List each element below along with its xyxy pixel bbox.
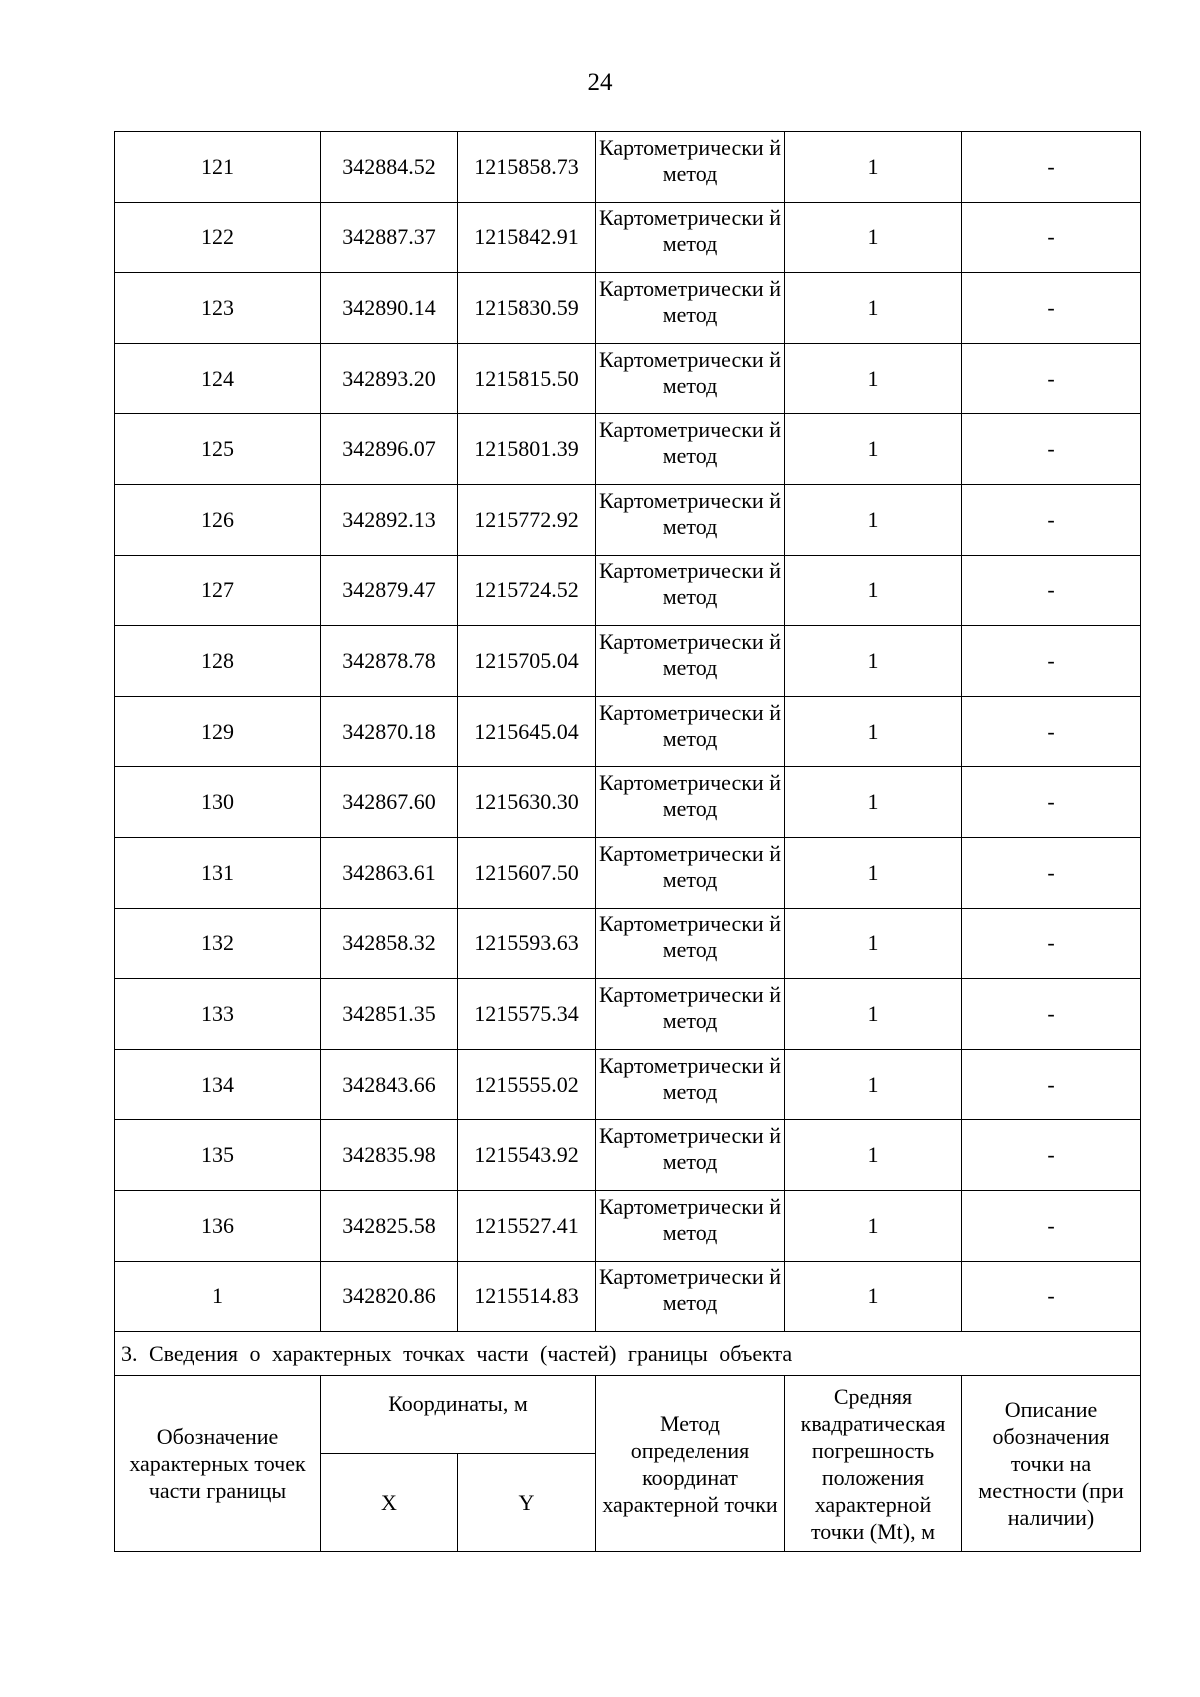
cell-mt: 1 bbox=[785, 1190, 962, 1261]
cell-method: Картометрически й метод bbox=[596, 1120, 785, 1191]
cell-mt: 1 bbox=[785, 132, 962, 203]
header-x: X bbox=[321, 1454, 458, 1552]
cell-point: 136 bbox=[115, 1190, 321, 1261]
cell-mt: 1 bbox=[785, 908, 962, 979]
cell-mt: 1 bbox=[785, 1049, 962, 1120]
cell-y: 1215575.34 bbox=[458, 979, 596, 1050]
table-row bbox=[115, 696, 1141, 767]
points-table-body bbox=[115, 132, 1141, 1332]
cell-y: 1215514.83 bbox=[458, 1261, 596, 1332]
table-row bbox=[115, 414, 1141, 485]
cell-x: 342858.32 bbox=[321, 908, 458, 979]
cell-mt: 1 bbox=[785, 202, 962, 273]
cell-mt: 1 bbox=[785, 837, 962, 908]
page-number: 24 bbox=[587, 69, 613, 96]
cell-method: Картометрически й метод bbox=[596, 696, 785, 767]
cell-method: Картометрически й метод bbox=[596, 837, 785, 908]
cell-method: Картометрически й метод bbox=[596, 343, 785, 414]
cell-description: - bbox=[962, 1190, 1141, 1261]
cell-y: 1215555.02 bbox=[458, 1049, 596, 1120]
section-3-header-row bbox=[115, 1376, 1141, 1454]
cell-method: Картометрически й метод bbox=[596, 1190, 785, 1261]
cell-point: 123 bbox=[115, 273, 321, 344]
cell-point: 132 bbox=[115, 908, 321, 979]
cell-y: 1215527.41 bbox=[458, 1190, 596, 1261]
cell-description: - bbox=[962, 837, 1141, 908]
cell-method: Картометрически й метод bbox=[596, 1049, 785, 1120]
cell-y: 1215543.92 bbox=[458, 1120, 596, 1191]
cell-description: - bbox=[962, 767, 1141, 838]
cell-mt: 1 bbox=[785, 484, 962, 555]
table-row bbox=[115, 837, 1141, 908]
cell-point: 124 bbox=[115, 343, 321, 414]
table-row bbox=[115, 484, 1141, 555]
cell-mt: 1 bbox=[785, 555, 962, 626]
cell-description: - bbox=[962, 484, 1141, 555]
table-row bbox=[115, 343, 1141, 414]
cell-mt: 1 bbox=[785, 696, 962, 767]
table-row bbox=[115, 908, 1141, 979]
cell-mt: 1 bbox=[785, 1120, 962, 1191]
cell-method: Картометрически й метод bbox=[596, 908, 785, 979]
cell-point: 135 bbox=[115, 1120, 321, 1191]
header-method: Метод определения координат характерной точки bbox=[596, 1376, 785, 1552]
header-coordinates: Координаты, м bbox=[321, 1376, 596, 1454]
cell-description: - bbox=[962, 202, 1141, 273]
cell-method: Картометрически й метод bbox=[596, 202, 785, 273]
cell-mt: 1 bbox=[785, 767, 962, 838]
cell-x: 342851.35 bbox=[321, 979, 458, 1050]
cell-y: 1215772.92 bbox=[458, 484, 596, 555]
cell-mt: 1 bbox=[785, 273, 962, 344]
coordinates-table bbox=[114, 131, 1141, 1552]
cell-description: - bbox=[962, 414, 1141, 485]
cell-mt: 1 bbox=[785, 626, 962, 697]
cell-method: Картометрически й метод bbox=[596, 555, 785, 626]
cell-method: Картометрически й метод bbox=[596, 1261, 785, 1332]
cell-point: 1 bbox=[115, 1261, 321, 1332]
header-description: Описание обозначения точки на местности (при наличии) bbox=[962, 1376, 1141, 1552]
cell-x: 342879.47 bbox=[321, 555, 458, 626]
cell-y: 1215815.50 bbox=[458, 343, 596, 414]
header-y: Y bbox=[458, 1454, 596, 1552]
table-row bbox=[115, 273, 1141, 344]
cell-x: 342863.61 bbox=[321, 837, 458, 908]
cell-x: 342884.52 bbox=[321, 132, 458, 203]
cell-method: Картометрически й метод bbox=[596, 273, 785, 344]
header-point-designation: Обозначение характерных точек части границы bbox=[115, 1376, 321, 1552]
cell-x: 342870.18 bbox=[321, 696, 458, 767]
section-3-title: 3. Сведения о характерных точках части (частей) границы объекта bbox=[115, 1332, 1141, 1376]
cell-point: 121 bbox=[115, 132, 321, 203]
cell-y: 1215630.30 bbox=[458, 767, 596, 838]
table-row bbox=[115, 1120, 1141, 1191]
cell-y: 1215830.59 bbox=[458, 273, 596, 344]
section-3 bbox=[115, 1332, 1141, 1552]
cell-description: - bbox=[962, 1120, 1141, 1191]
cell-method: Картометрически й метод bbox=[596, 132, 785, 203]
table-row bbox=[115, 626, 1141, 697]
cell-y: 1215593.63 bbox=[458, 908, 596, 979]
table-row bbox=[115, 767, 1141, 838]
cell-method: Картометрически й метод bbox=[596, 979, 785, 1050]
header-mt: Средняя квадратическая погрешность положения характерной точки (Mt), м bbox=[785, 1376, 962, 1552]
cell-x: 342867.60 bbox=[321, 767, 458, 838]
cell-x: 342835.98 bbox=[321, 1120, 458, 1191]
cell-x: 342825.58 bbox=[321, 1190, 458, 1261]
cell-description: - bbox=[962, 696, 1141, 767]
cell-point: 131 bbox=[115, 837, 321, 908]
cell-x: 342878.78 bbox=[321, 626, 458, 697]
cell-point: 129 bbox=[115, 696, 321, 767]
cell-point: 133 bbox=[115, 979, 321, 1050]
cell-x: 342893.20 bbox=[321, 343, 458, 414]
cell-point: 125 bbox=[115, 414, 321, 485]
cell-x: 342843.66 bbox=[321, 1049, 458, 1120]
cell-mt: 1 bbox=[785, 343, 962, 414]
cell-point: 122 bbox=[115, 202, 321, 273]
cell-description: - bbox=[962, 908, 1141, 979]
cell-y: 1215801.39 bbox=[458, 414, 596, 485]
cell-description: - bbox=[962, 979, 1141, 1050]
cell-y: 1215645.04 bbox=[458, 696, 596, 767]
cell-description: - bbox=[962, 555, 1141, 626]
cell-x: 342892.13 bbox=[321, 484, 458, 555]
cell-description: - bbox=[962, 626, 1141, 697]
cell-method: Картометрически й метод bbox=[596, 626, 785, 697]
cell-mt: 1 bbox=[785, 979, 962, 1050]
cell-point: 127 bbox=[115, 555, 321, 626]
cell-y: 1215724.52 bbox=[458, 555, 596, 626]
cell-description: - bbox=[962, 343, 1141, 414]
cell-y: 1215705.04 bbox=[458, 626, 596, 697]
cell-point: 128 bbox=[115, 626, 321, 697]
cell-point: 134 bbox=[115, 1049, 321, 1120]
section-3-title-row bbox=[115, 1332, 1141, 1376]
table-row bbox=[115, 1049, 1141, 1120]
cell-method: Картометрически й метод bbox=[596, 484, 785, 555]
cell-y: 1215858.73 bbox=[458, 132, 596, 203]
cell-method: Картометрически й метод bbox=[596, 767, 785, 838]
cell-x: 342896.07 bbox=[321, 414, 458, 485]
table-row bbox=[115, 1190, 1141, 1261]
cell-mt: 1 bbox=[785, 1261, 962, 1332]
cell-description: - bbox=[962, 1261, 1141, 1332]
cell-description: - bbox=[962, 132, 1141, 203]
cell-point: 126 bbox=[115, 484, 321, 555]
table-row bbox=[115, 1261, 1141, 1332]
cell-method: Картометрически й метод bbox=[596, 414, 785, 485]
cell-description: - bbox=[962, 1049, 1141, 1120]
cell-point: 130 bbox=[115, 767, 321, 838]
cell-y: 1215607.50 bbox=[458, 837, 596, 908]
table-row bbox=[115, 132, 1141, 203]
table-row bbox=[115, 979, 1141, 1050]
cell-mt: 1 bbox=[785, 414, 962, 485]
table-row bbox=[115, 202, 1141, 273]
cell-x: 342890.14 bbox=[321, 273, 458, 344]
cell-x: 342887.37 bbox=[321, 202, 458, 273]
cell-y: 1215842.91 bbox=[458, 202, 596, 273]
cell-x: 342820.86 bbox=[321, 1261, 458, 1332]
table-row bbox=[115, 555, 1141, 626]
cell-description: - bbox=[962, 273, 1141, 344]
